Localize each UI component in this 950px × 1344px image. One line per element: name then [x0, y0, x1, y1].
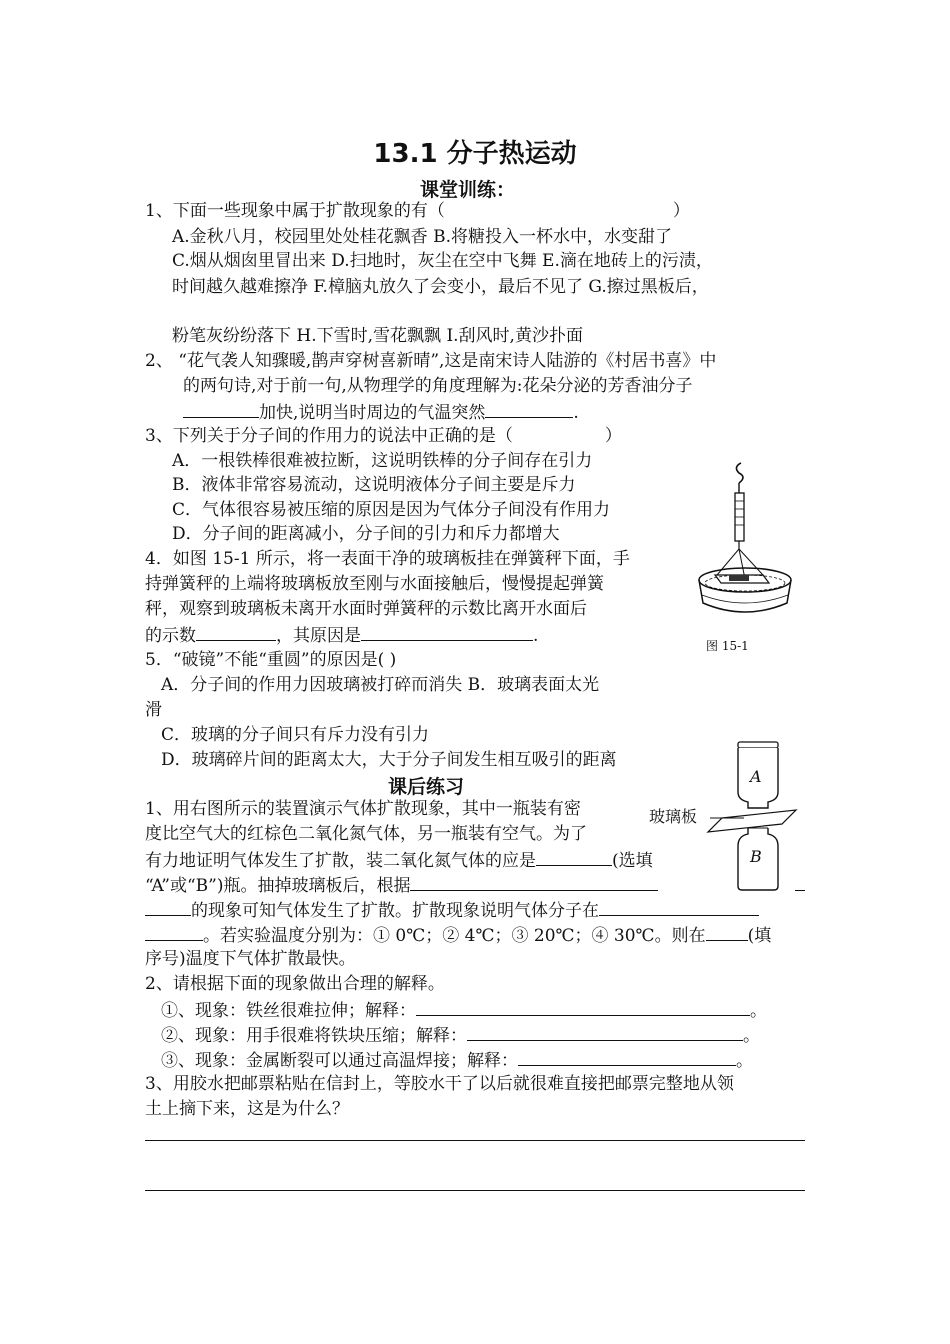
h1-line-4-text: “A”或“B”)瓶。抽掉玻璃板后，根据 [145, 876, 411, 896]
h1-line-5 [145, 898, 759, 922]
h2-item-3-text: ③、现象：金属断裂可以通过高温焊接；解释： [161, 1051, 518, 1071]
q5-option-d: D．玻璃碎片间的距离太大，大于分子间发生相互吸引的距离 [161, 750, 617, 770]
q1-stem-text: 1、下面一些现象中属于扩散现象的有（ [145, 201, 445, 221]
h2-item-2-text: ②、现象：用手很难将铁块压缩；解释： [161, 1026, 467, 1046]
h1-line-6-text: 。若实验温度分别为：① 0℃；② 4℃；③ 20℃；④ 30℃。则在 [203, 926, 706, 946]
q1-close-paren: ） [672, 201, 690, 221]
section-heading-homework: 课后练习 [388, 776, 465, 798]
h2-blank-3[interactable] [518, 1048, 736, 1066]
q3-stem [145, 425, 622, 447]
answer-line-1[interactable] [145, 1140, 805, 1141]
q1-options-line-3: 时间越久越难擦净 F.樟脑丸放久了会变小，最后不见了 G.擦过黑板后， [172, 277, 709, 297]
h1-blank-phenomenon[interactable] [410, 873, 658, 891]
q3-option-a: A．一根铁棒很难被拉断，这说明铁棒的分子间存在引力 [172, 451, 593, 471]
h1-blank-continue [795, 873, 805, 897]
q3-close-paren: ） [604, 426, 622, 446]
q3-stem-text: 3、下列关于分子间的作用力的说法中正确的是（ [145, 426, 513, 446]
q2-line-3 [183, 400, 579, 424]
h2-item-3-end: 。 [736, 1051, 753, 1071]
h3-line-2: 土上摘下来，这是为什么？ [145, 1099, 349, 1119]
q4-text-a: 的示数 [145, 626, 196, 646]
h1-blank-temperature[interactable] [706, 923, 748, 941]
h2-item-1 [161, 998, 767, 1022]
figure-15-1-caption: 图 15-1 [706, 639, 749, 653]
q3-option-c: C．气体很容易被压缩的原因是因为气体分子间没有作用力 [172, 500, 611, 520]
h1-line-3-tail: (选填 [612, 851, 653, 871]
q4-text-c: . [533, 626, 539, 646]
q3-option-d: D．分子间的距离减小，分子间的引力和斥力都增大 [172, 524, 560, 544]
q5-options-ab: A．分子间的作用力因玻璃被打碎而消失 B．玻璃表面太光 [161, 675, 600, 695]
q2-line-1: 2、 “花气袭人知骤暖,鹊声穿树喜新晴”,这是南宋诗人陆游的《村居书喜》中 [145, 351, 717, 371]
bottle-a-label: A [750, 767, 762, 786]
h1-line-4 [145, 873, 658, 897]
q2-blank-1[interactable] [183, 400, 259, 418]
q1-stem [145, 200, 690, 222]
bottle-b-label: B [750, 847, 762, 866]
h1-line-2: 度比空气大的红棕色二氧化氮气体，另一瓶装有空气。为了 [145, 824, 587, 844]
h1-line-1: 1、用右图所示的装置演示气体扩散现象，其中一瓶装有密 [145, 799, 581, 819]
h2-item-3 [161, 1048, 753, 1072]
glass-plate-label: 玻璃板 [649, 807, 698, 826]
h2-blank-2[interactable] [467, 1023, 743, 1041]
q4-line-1: 4．如图 15-1 所示，将一表面干净的玻璃板挂在弹簧秤下面，手 [145, 549, 630, 569]
q2-blank-2[interactable] [485, 400, 573, 418]
h1-line-6-tail: (填 [747, 926, 772, 946]
q4-blank-1[interactable] [196, 623, 276, 641]
q2-end: . [573, 403, 579, 423]
q2-line-2: 的两句诗,对于前一句,从物理学的角度理解为:花朵分泌的芳香油分子 [183, 376, 693, 396]
q3-option-b: B．液体非常容易流动，这说明液体分子间主要是斥力 [172, 475, 576, 495]
answer-line-2[interactable] [145, 1190, 805, 1191]
q5-stem: 5．“破镜”不能“重圆”的原因是( ) [145, 650, 397, 670]
h1-line-7: 序号)温度下气体扩散最快。 [145, 949, 356, 969]
h1-line-5-text: 的现象可知气体发生了扩散。扩散现象说明气体分子在 [191, 901, 599, 921]
section-heading-classwork: 课堂训练： [420, 179, 516, 201]
h1-blank-molecules-cont[interactable] [145, 923, 203, 941]
h1-line-6 [145, 923, 771, 947]
h2-blank-1[interactable] [416, 998, 750, 1016]
h2-item-1-text: ①、现象：铁丝很难拉伸；解释： [161, 1001, 416, 1021]
q2-mid-text: 加快,说明当时周边的气温突然 [259, 403, 486, 423]
h3-line-1: 3、用胶水把邮票粘贴在信封上，等胶水干了以后就很难直接把邮票完整地从领 [145, 1074, 734, 1094]
h1-blank-phenomenon-cont[interactable] [145, 898, 191, 916]
q4-line-3: 秤，观察到玻璃板未离开水面时弹簧秤的示数比离开水面后 [145, 599, 587, 619]
q4-blank-2[interactable] [361, 623, 533, 641]
q1-options-line-1: A.金秋八月，校园里处处桂花飘香 B.将糖投入一杯水中，水变甜了 [172, 227, 672, 247]
spring-scale-figure [695, 455, 800, 630]
h1-line-3-text: 有力地证明气体发生了扩散，装二氧化氮气体的应是 [145, 851, 536, 871]
h1-blank-molecules[interactable] [599, 898, 759, 916]
q1-options-line-4: 粉笔灰纷纷落下 H.下雪时,雪花飘飘 I.刮风时,黄沙扑面 [172, 326, 583, 346]
page-title: 13.1 分子热运动 [373, 139, 577, 169]
h1-line-3 [145, 848, 653, 872]
q1-options-line-2: C.烟从烟囱里冒出来 D.扫地时，灰尘在空中飞舞 E.滴在地砖上的污渍， [172, 251, 713, 271]
h2-item-1-end: 。 [750, 1001, 767, 1021]
q5-option-c: C．玻璃的分子间只有斥力没有引力 [161, 725, 430, 745]
h2-item-2 [161, 1023, 760, 1047]
h2-item-2-end: 。 [743, 1026, 760, 1046]
q4-line-2: 持弹簧秤的上端将玻璃板放至刚与水面接触后，慢慢提起弹簧 [145, 574, 604, 594]
q4-line-4 [145, 623, 538, 647]
h2-stem: 2、请根据下面的现象做出合理的解释。 [145, 974, 445, 994]
h1-blank-bottle[interactable] [536, 848, 612, 866]
q4-text-b: ，其原因是 [276, 626, 361, 646]
q5-options-ab-wrap: 滑 [145, 700, 162, 720]
